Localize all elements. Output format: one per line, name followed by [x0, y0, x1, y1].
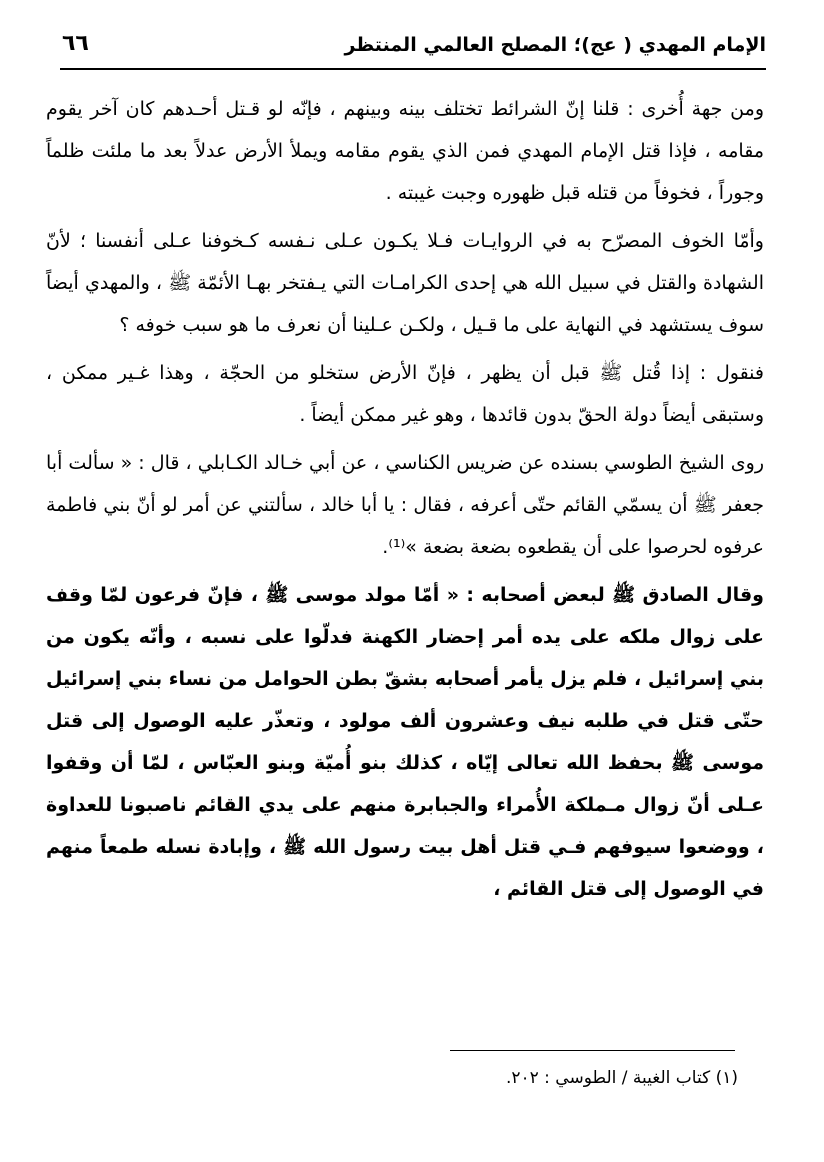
- running-title: الإمام المهدي ( عج)؛ المصلح العالمي المنتظر: [344, 34, 766, 56]
- footnote-divider: [450, 1050, 735, 1051]
- paragraph: ومن جهة أُخرى : قلنا إنّ الشرائط تختلف بينه وبينهم ، فإنّه لو قـتل أحـدهم كان آخر يقوم مقامه ، فإذا قتل الإمام المهدي فمن الذي يقوم مقامه ويملأ الأرض عدلاً بعد ما ملئت ظلماً وجوراً ، فخوفاً من قتله قبل ظهوره وجبت غيبته .: [46, 98, 764, 204]
- footnote: (١) كتاب الغيبة / الطوسي : ٢٠٢.: [505, 1068, 738, 1088]
- page-number: ٦٦: [62, 31, 89, 56]
- quoted-narration: وقال الصادق ﷺ لبعض أصحابه : « أمّا مولد موسى ﷺ ، فإنّ فرعون لمّا وقف على زوال ملكه على يده أمر إحضار الكهنة فدلّوا على نسبه ، وأنّه يكون من بني إسرائيل ، فلم يزل يأمر أصحابه بشقّ بطن الحوامل من نساء بني إسرائيل حتّى قتل في طلبه نيف وعشرون ألف مولود ، وتعذّر عليه الوصول إلى قتل موسى ﷺ بحفظ الله تعالى إيّاه ، كذلك بنو أُميّة وبنو العبّاس ، لمّا أن وقفوا عـلى أنّ زوال مـملكة الأُمراء والجبابرة منهم على يدي القائم ناصبونا للعداوة ، ووضعوا سيوفهم فـي قتل أهل بيت رسول الله ﷺ ، وإبادة نسله طمعاً منهم في الوصول إلى قتل القائم ،: [46, 584, 764, 900]
- paragraph: روى الشيخ الطوسي بسنده عن ضريس الكناسي ، عن أبي خـالد الكـابلي ، قال : « سألت أبا جعفر ﷺ أن يسمّي القائم حتّى أعرفه ، فقال : يا أبا خالد ، سألتني عن أمر لو أنّ بني فاطمة عرفوه لحرصوا على أن يقطعوه بضعة بضعة »⁽¹⁾.: [46, 452, 764, 558]
- paragraph: وأمّا الخوف المصرّح به في الروايـات فـلا يكـون عـلى نـفسه كـخوفنا عـلى أنفسنا ؛ لأنّ الشهادة والقتل في سبيل الله هي إحدى الكرامـات التي يـفتخر بهـا الأئمّة ﷺ ، والمهدي أيضاً سوف يستشهد في النهاية على ما قـيل ، ولكـن عـلينا أن نعرف ما هو سبب خوفه ؟: [46, 230, 764, 336]
- page-header: [60, 28, 766, 70]
- paragraph: فنقول : إذا قُتل ﷺ قبل أن يظهر ، فإنّ الأرض ستخلو من الحجّة ، وهذا غـير ممكن ، وستبقى أيضاً دولة الحقّ بدون قائدها ، وهو غير ممكن أيضاً .: [46, 362, 764, 426]
- page-body: [46, 88, 764, 914]
